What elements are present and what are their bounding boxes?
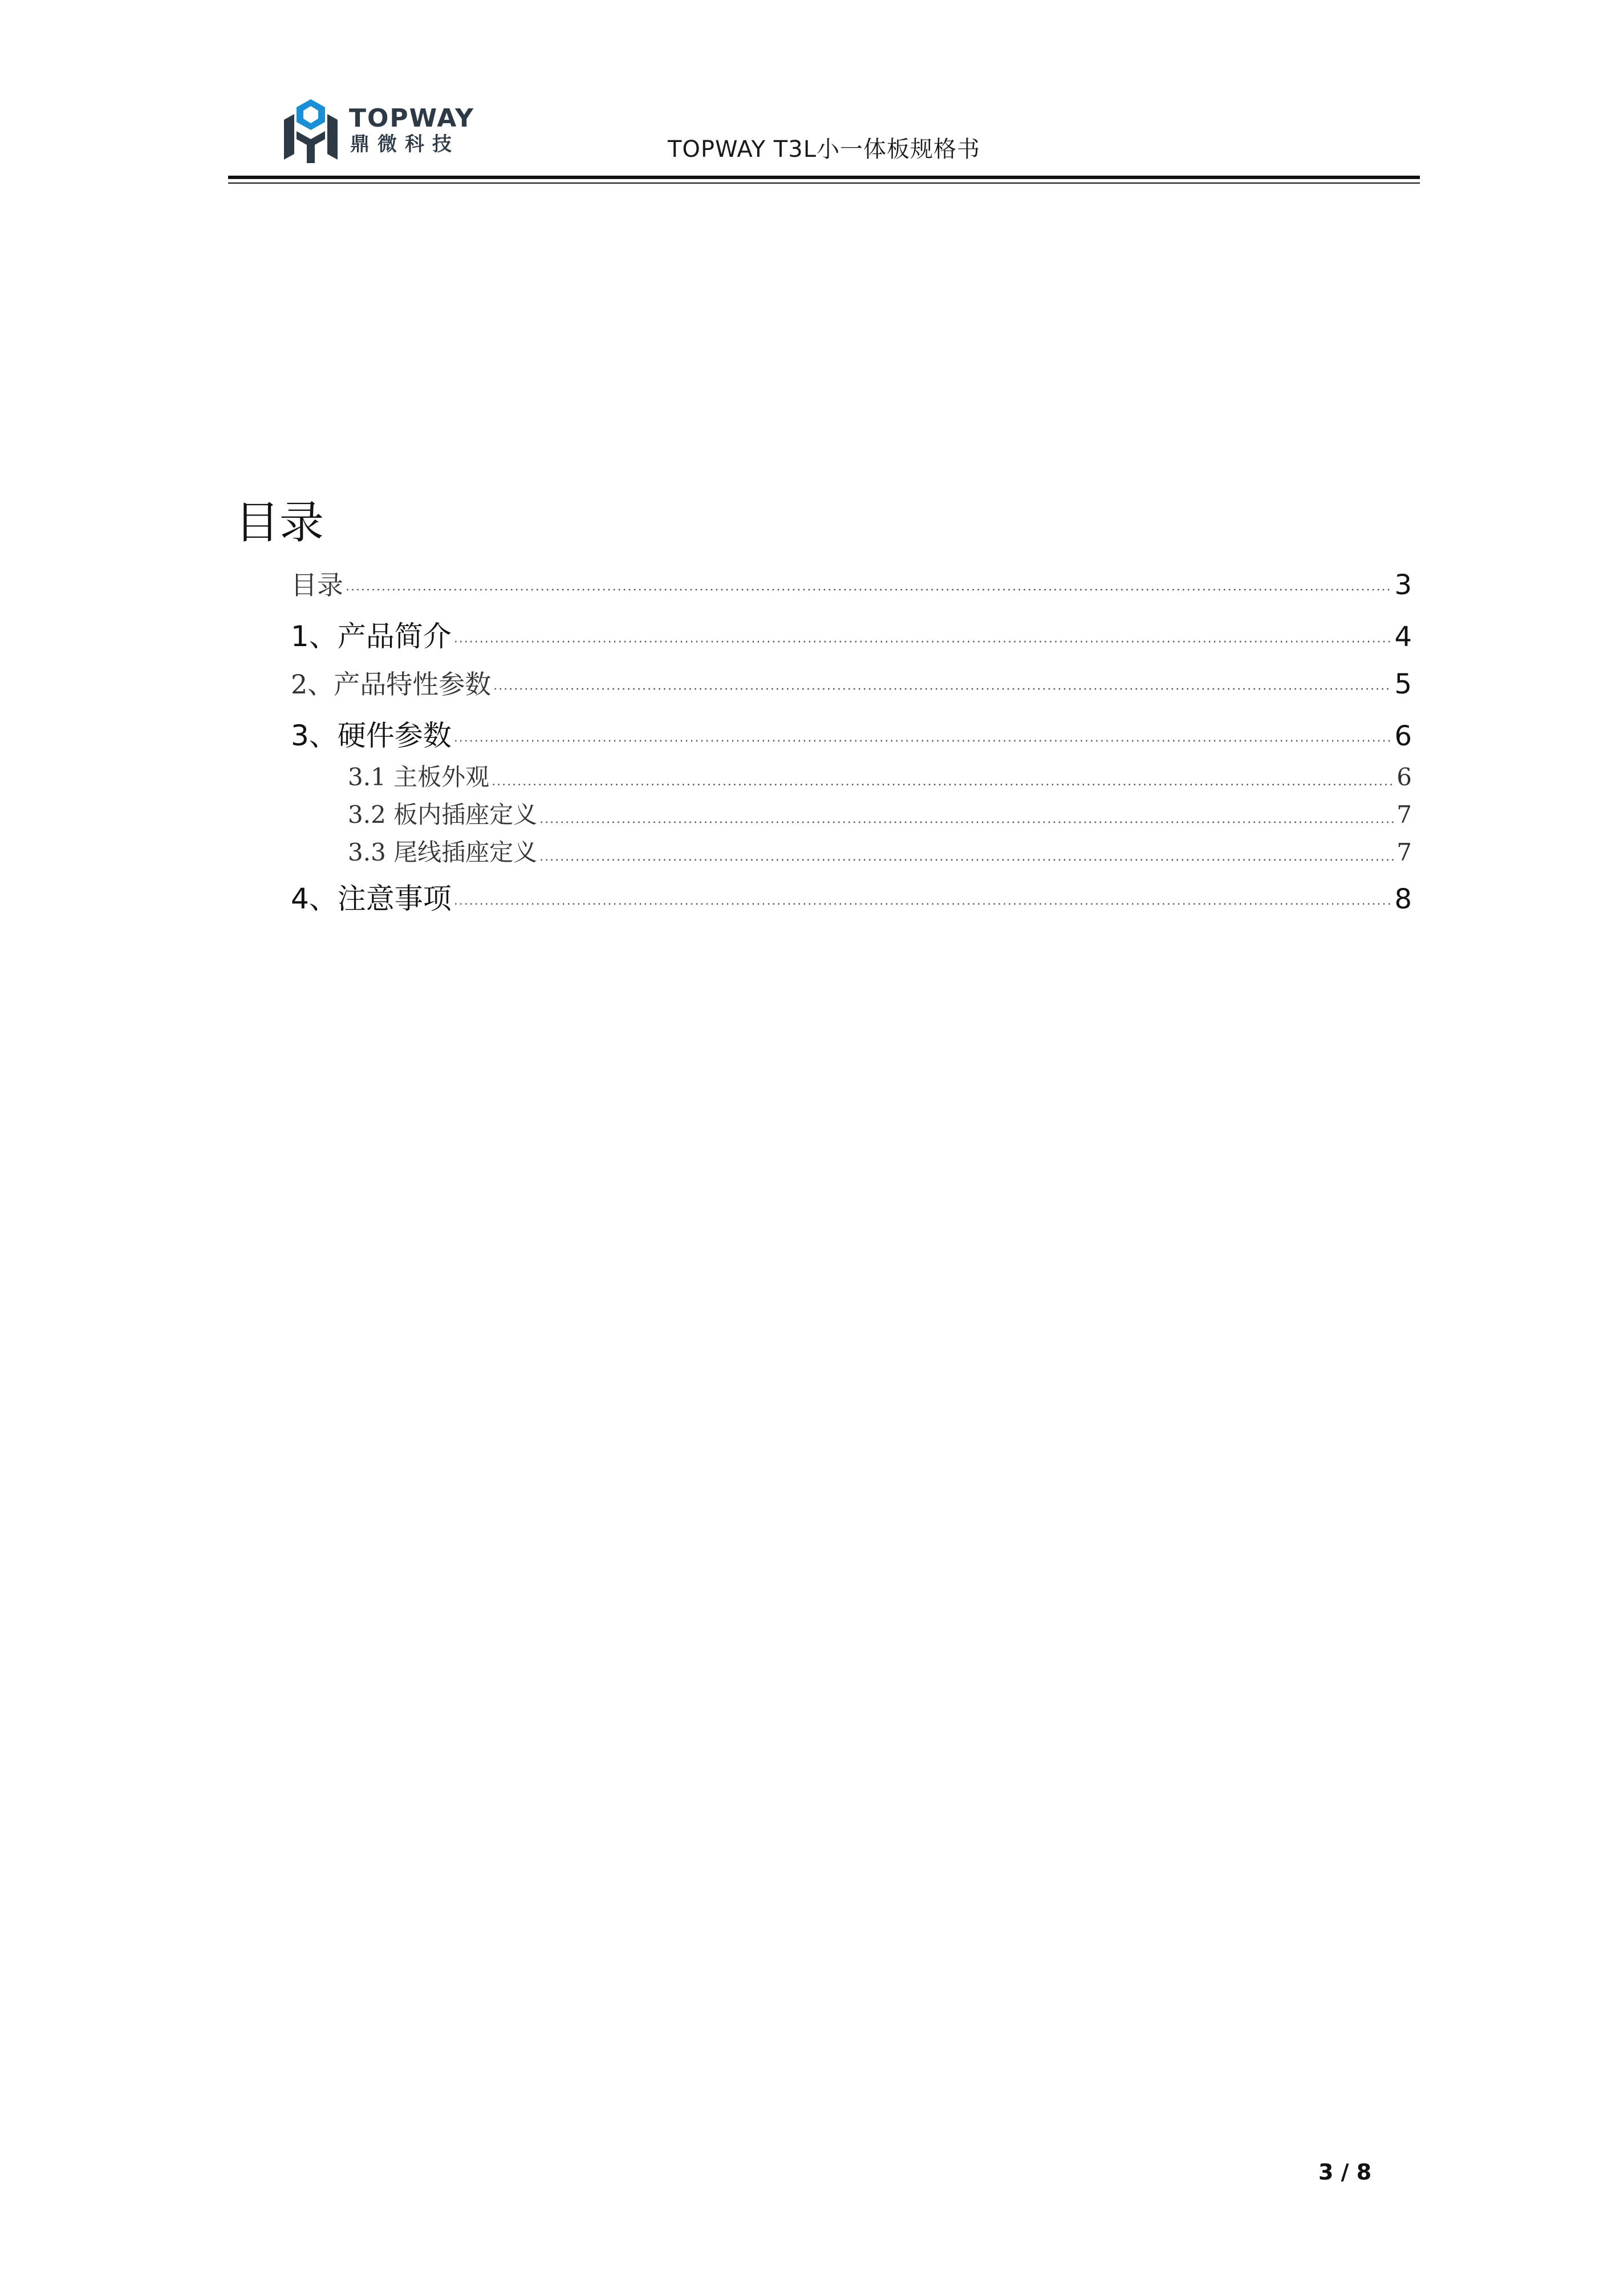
toc-entry-label[interactable]: 4、注意事项 [291, 882, 452, 915]
toc-leader-dots [493, 683, 1392, 697]
toc-leader-dots [492, 774, 1394, 789]
toc-entry[interactable] [348, 796, 1412, 830]
toc-entry-page[interactable]: 4 [1394, 621, 1412, 653]
toc-entry[interactable] [291, 713, 1412, 754]
header-rule-thick [228, 176, 1420, 179]
toc-heading: 目录 [235, 497, 324, 549]
toc-entry-page[interactable]: 6 [1396, 763, 1412, 791]
toc-leader-dots [539, 812, 1394, 826]
page-number: 3 / 8 [1318, 2160, 1372, 2185]
toc-entry-page[interactable]: 7 [1396, 801, 1412, 829]
toc-leader-dots [454, 898, 1392, 912]
toc-entry-label[interactable]: 3.1 主板外观 [348, 763, 490, 791]
toc-entry-page[interactable]: 7 [1396, 838, 1412, 866]
toc-entry-label[interactable]: 1、产品简介 [291, 620, 452, 653]
toc-entry-label[interactable]: 3、硬件参数 [291, 719, 452, 752]
toc-leader-dots [346, 583, 1392, 598]
toc-entry-page[interactable]: 3 [1394, 569, 1412, 601]
toc-entry[interactable] [291, 664, 1412, 701]
toc-leader-dots [539, 850, 1394, 864]
toc-entry-label[interactable]: 3.2 板内插座定义 [348, 801, 538, 829]
toc-entry-label[interactable]: 目录 [291, 570, 343, 600]
toc-entry-page[interactable]: 8 [1394, 883, 1412, 915]
toc-leader-dots [454, 734, 1392, 749]
header-rule-thin [228, 182, 1420, 184]
toc-entry-label[interactable]: 2、产品特性参数 [291, 669, 492, 700]
logo-brand-text: TOPWAY [349, 104, 474, 133]
toc-leader-dots [454, 635, 1392, 650]
toc-entry-label[interactable]: 3.3 尾线插座定义 [348, 838, 538, 866]
toc-entry-page[interactable]: 6 [1394, 720, 1412, 752]
page-header [228, 91, 1420, 182]
toc-entry[interactable] [291, 614, 1412, 655]
toc-entry[interactable] [348, 834, 1412, 868]
document-title: TOPWAY T3L小一体板规格书 [668, 136, 980, 163]
toc-entry[interactable] [291, 565, 1412, 602]
toc-entry-page[interactable]: 5 [1394, 668, 1412, 700]
toc-entry[interactable] [291, 876, 1412, 917]
toc-entry[interactable] [348, 758, 1412, 793]
logo-chinese-text: 鼎微科技 [350, 133, 460, 156]
